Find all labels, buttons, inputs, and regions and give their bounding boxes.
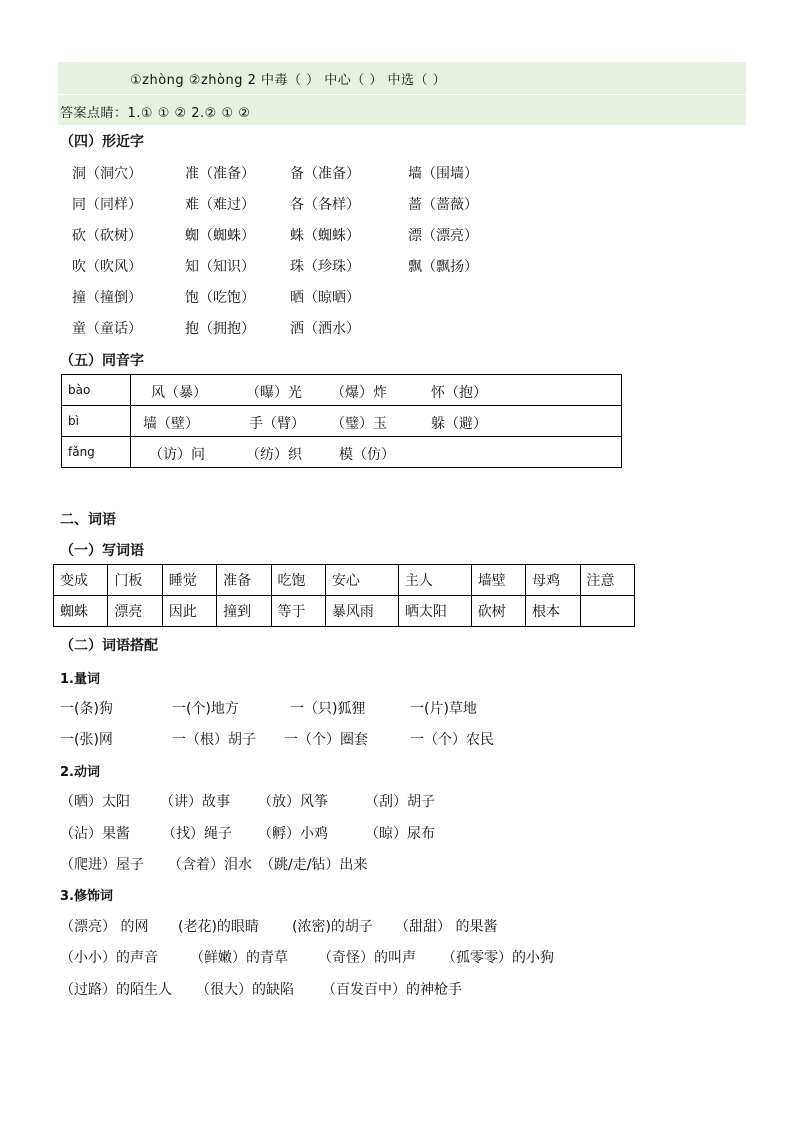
vocab-cell: 暴风雨 <box>325 596 398 627</box>
verb-phrase: （爬进）屋子 <box>60 857 144 873</box>
similar-char-2-1: 准（准备） <box>185 166 255 182</box>
measure-phrase: 一(张)网 <box>60 732 113 748</box>
modifier-phrase: （百发百中）的神枪手 <box>322 982 462 998</box>
vocab-cell: 注意 <box>580 565 634 596</box>
answer-key-band <box>58 94 746 125</box>
homophone-word: （纺）织 <box>246 447 302 463</box>
similar-char-1-2: 同（同样） <box>72 197 142 213</box>
modifier-phrase: （过路）的陌生人 <box>60 982 172 998</box>
similar-char-4-3: 漂（漂亮） <box>408 228 478 244</box>
verb-phrase: （含着）泪水 <box>168 857 252 873</box>
measure-phrase: 一(条)狗 <box>60 701 113 717</box>
table-row <box>62 375 622 406</box>
homophone-word: 手（臂） <box>249 416 305 432</box>
similar-char-2-2: 难（难过） <box>185 197 255 213</box>
vocab-cell: 因此 <box>162 596 216 627</box>
vocab-cell: 门板 <box>108 565 162 596</box>
measure-phrase: 一(个)地方 <box>172 701 239 717</box>
verb-phrase: （找）绳子 <box>162 826 232 842</box>
vocab-cell: 主人 <box>398 565 471 596</box>
verb-phrase: （讲）故事 <box>160 794 230 810</box>
similar-char-2-4: 知（知识） <box>185 259 255 275</box>
pinyin-line: ①zhòng ②zhòng 2 中毒（ ） 中心（ ） 中选（ ） <box>130 73 447 88</box>
vocab-cell: 根本 <box>526 596 580 627</box>
pinyin-answer-band <box>58 62 746 94</box>
vocab-cell: 撞到 <box>217 596 271 627</box>
verbs-title: 2.动词 <box>60 765 100 780</box>
measure-phrase: 一（个）农民 <box>410 732 494 748</box>
similar-char-4-2: 蔷（蔷薇） <box>408 197 478 213</box>
measure-words-title: 1.量词 <box>60 672 100 687</box>
modifier-phrase: (老花)的眼睛 <box>178 919 259 935</box>
homophone-word: （曝）光 <box>246 385 302 401</box>
verb-phrase: （孵）小鸡 <box>258 826 328 842</box>
similar-char-2-5: 饱（吃饱） <box>185 290 255 306</box>
pinyin-cell: bì <box>62 406 131 437</box>
similar-char-1-4: 吹（吹风） <box>72 259 142 275</box>
vocab-cell: 晒太阳 <box>398 596 471 627</box>
vocab-cell: 墙壁 <box>471 565 525 596</box>
write-words-title: （一）写词语 <box>60 543 144 559</box>
pinyin-cell: bào <box>62 375 131 406</box>
modifier-phrase: （漂亮） 的网 <box>60 919 149 935</box>
similar-char-1-3: 砍（砍树） <box>72 228 142 244</box>
part2-title: 二、词语 <box>60 512 116 528</box>
measure-phrase: 一（个）圈套 <box>284 732 368 748</box>
verb-phrase: （晒）太阳 <box>60 794 130 810</box>
vocab-cell: 吃饱 <box>271 565 325 596</box>
similar-char-1-1: 洞（洞穴） <box>72 166 142 182</box>
similar-char-1-6: 童（童话） <box>72 321 142 337</box>
homophone-words-cell <box>131 375 622 406</box>
verb-phrase: （跳/走/钻）出来 <box>260 857 368 873</box>
homophone-word: 躲（避） <box>431 416 487 432</box>
homophone-word: 墙（壁） <box>143 416 199 432</box>
vocab-cell: 漂亮 <box>108 596 162 627</box>
modifier-phrase: （奇怪）的叫声 <box>318 950 416 966</box>
table-row <box>54 596 635 627</box>
homophone-word: 风（暴） <box>151 385 207 401</box>
homophone-words-cell <box>131 406 622 437</box>
verb-phrase: （晾）尿布 <box>365 826 435 842</box>
section5-title: （五）同音字 <box>60 353 144 369</box>
similar-char-3-4: 珠（珍珠） <box>290 259 360 275</box>
homophone-word: 模（仿） <box>339 447 395 463</box>
modifier-phrase: （孤零零）的小狗 <box>442 950 554 966</box>
measure-phrase: 一(片)草地 <box>410 701 477 717</box>
similar-char-3-6: 洒（洒水） <box>290 321 360 337</box>
vocab-cell: 睡觉 <box>162 565 216 596</box>
similar-char-3-5: 晒（晾晒） <box>290 290 360 306</box>
homophone-table <box>61 374 622 468</box>
similar-char-3-1: 备（准备） <box>290 166 360 182</box>
similar-char-2-6: 抱（拥抱） <box>185 321 255 337</box>
modifier-phrase: （很大）的缺陷 <box>196 982 294 998</box>
vocab-cell: 蜘蛛 <box>54 596 108 627</box>
similar-char-4-1: 墙（围墙） <box>408 166 478 182</box>
similar-char-3-3: 蛛（蜘蛛） <box>290 228 360 244</box>
similar-char-4-4: 飘（飘扬） <box>408 259 478 275</box>
modifiers-title: 3.修饰词 <box>60 889 113 904</box>
vocab-cell: 砍树 <box>471 596 525 627</box>
vocab-cell: 安心 <box>325 565 398 596</box>
homophone-word: （访）问 <box>149 447 205 463</box>
verb-phrase: （刮）胡子 <box>365 794 435 810</box>
similar-char-2-3: 蜘（蜘蛛） <box>185 228 255 244</box>
modifier-phrase: (浓密)的胡子 <box>292 919 373 935</box>
homophone-word: 怀（抱） <box>431 385 487 401</box>
vocabulary-table <box>53 564 635 627</box>
modifier-phrase: （甜甜） 的果酱 <box>395 919 498 935</box>
measure-phrase: 一（根）胡子 <box>172 732 256 748</box>
table-row <box>62 406 622 437</box>
answer-key-line: 答案点睛：1.① ① ② 2.② ① ② <box>60 106 251 121</box>
vocab-cell: 母鸡 <box>526 565 580 596</box>
vocab-cell: 准备 <box>217 565 271 596</box>
homophone-word: （爆）炸 <box>331 385 387 401</box>
similar-char-1-5: 撞（撞倒） <box>72 290 142 306</box>
modifier-phrase: （鲜嫩）的青草 <box>190 950 288 966</box>
verb-phrase: （放）风筝 <box>258 794 328 810</box>
table-row <box>54 565 635 596</box>
homophone-word: （璧）玉 <box>331 416 387 432</box>
similar-char-3-2: 各（各样） <box>290 197 360 213</box>
homophone-words-cell <box>131 437 622 468</box>
vocab-cell <box>580 596 634 627</box>
table-row <box>62 437 622 468</box>
section4-title: （四）形近字 <box>60 134 144 150</box>
measure-phrase: 一（只)狐狸 <box>290 701 366 717</box>
vocab-cell: 变成 <box>54 565 108 596</box>
pinyin-cell: fǎng <box>62 437 131 468</box>
modifier-phrase: （小小）的声音 <box>60 950 158 966</box>
vocab-cell: 等于 <box>271 596 325 627</box>
word-matching-title: （二）词语搭配 <box>60 638 158 654</box>
verb-phrase: （沾）果酱 <box>60 826 130 842</box>
